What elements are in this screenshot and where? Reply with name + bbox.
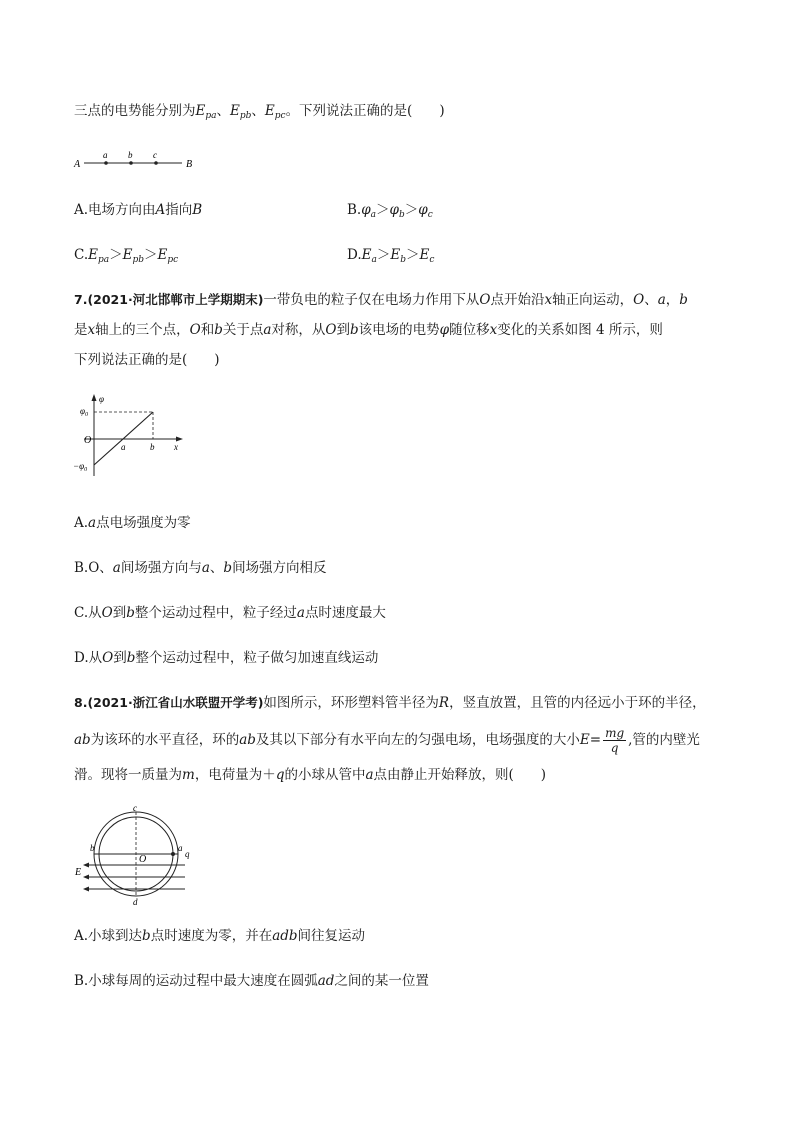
q6-option-b: $B.\varphi_a>\varphi_b>\varphi_c$ (347, 202, 433, 220)
point-a (104, 161, 108, 165)
q6-stem: 三点的电势能分别为$E_{pa}$、$E_{pb}$、$E_{pc}$。下列说法正确的是( ) (74, 103, 445, 121)
q8-stem-line-1: 8.(2021·浙江省山水联盟开学考)如图所示，环形塑料管半径为R，竖直放置，且管的内径远小于环的半径， (74, 695, 706, 711)
fig-label-d: d (133, 897, 138, 906)
charged-ball (171, 852, 175, 856)
x-axis-arrow-icon (176, 437, 183, 442)
graph-label-origin: O (84, 435, 92, 446)
fig-label-c: c (133, 804, 137, 813)
fig-label-A: A (74, 159, 81, 170)
q6-option-d: $D.E_a>E_b>E_c$ (347, 247, 435, 265)
fig-label-E: E (75, 867, 82, 878)
q6-option-c: $C.E_{pa}>E_{pb}>E_{pc}$ (74, 247, 179, 265)
fig-label-a: a (103, 150, 108, 160)
fig-label-b: b (128, 150, 133, 160)
field-arrow-icon (83, 863, 89, 868)
q7-potential-graph (70, 392, 195, 480)
graph-label-x: x (174, 442, 178, 452)
field-strength-fraction: $\frac{mg}{q}$ (605, 726, 625, 755)
fig-label-q: q (185, 849, 190, 859)
q8-stem-line-2: ab为该环的水平直径，环的ab及其以下部分有水平向左的匀强电场，电场强度的大小E= $\frac{mg}{q}$ ,管的内壁光 (74, 726, 700, 755)
graph-label-a: a (121, 442, 126, 452)
q8-ring-figure (70, 804, 205, 906)
q6-line-figure (70, 148, 210, 172)
graph-label-phi: φ (99, 394, 104, 404)
q7-stem-line-2: 是x轴上的三个点，O和b关于点a对称，从O到b该电场的电势φ随位移x变化的关系如图 4 所示，则 (74, 322, 663, 338)
q8-option-b: B.小球每周的运动过程中最大速度在圆弧ad之间的某一位置 (74, 973, 429, 989)
q6-option-a: A.电场方向由A指向B (74, 202, 203, 218)
phi-axis-arrow-icon (92, 394, 97, 401)
fig-label-B: B (186, 159, 193, 170)
q8-option-a: A.小球到达b点时速度为零，并在adb间往复运动 (74, 928, 366, 944)
field-arrow-icon (83, 887, 89, 892)
q7-stem-line-3: 下列说法正确的是( ) (74, 352, 220, 368)
field-arrow-icon (83, 875, 89, 880)
graph-label-b: b (150, 442, 155, 452)
graph-label-neg-phi0: $-\varphi_0$ (73, 461, 88, 473)
graph-label-phi0: $\varphi_0$ (80, 406, 88, 418)
point-b (129, 161, 133, 165)
q7-option-d: D.从O到b整个运动过程中，粒子做匀加速直线运动 (74, 650, 379, 666)
q7-option-b: B.O、a间场强方向与a、b间场强方向相反 (74, 560, 327, 576)
fig-label-O: O (139, 854, 147, 865)
point-c (154, 161, 158, 165)
q7-option-c: C.从O到b整个运动过程中，粒子经过a点时速度最大 (74, 605, 386, 621)
fig-label-b: b (90, 843, 95, 853)
q8-stem-line-3: 滑。现将一质量为m，电荷量为＋q的小球从管中a点由静止开始释放，则( ) (74, 767, 547, 783)
q7-stem-line-1: 7.(2021·河北邯郸市上学期期末)一带负电的粒子仅在电场力作用下从O点开始沿x轴正向运动，O、a，b (74, 292, 688, 308)
q7-option-a: A.a点电场强度为零 (74, 515, 191, 531)
fig-label-c: c (153, 150, 157, 160)
fig-label-a: a (178, 843, 183, 853)
